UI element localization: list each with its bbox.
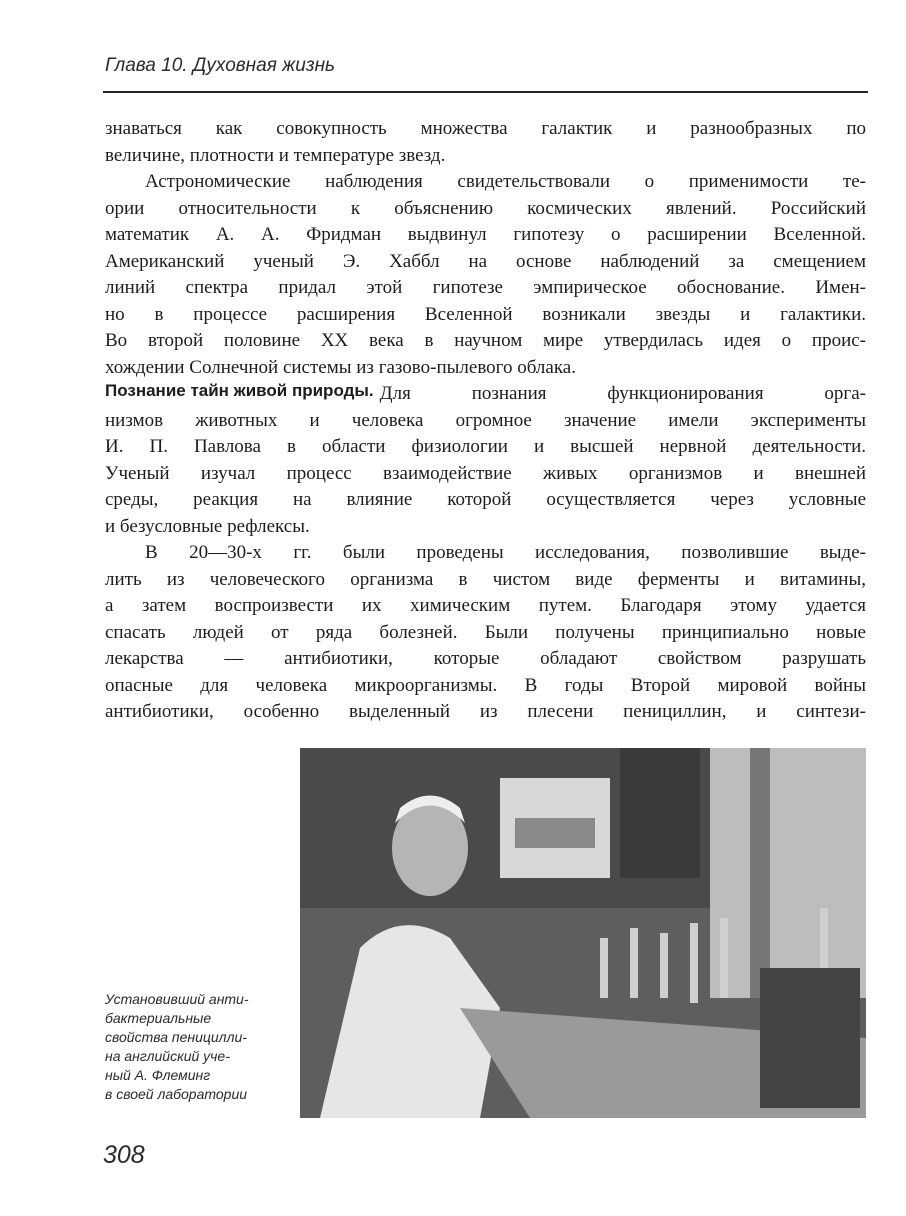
text-line: Астрономические наблюдения свидетельствовали о применимости те- xyxy=(145,171,866,192)
text-line: но в процессе расширения Вселенной возникали звезды и галактики. xyxy=(105,303,866,325)
text-line: хождении Солнечной системы из газово-пылевого облака. xyxy=(105,356,576,378)
figure-caption xyxy=(105,990,249,1104)
text-line: лить из человеческого организма в чистом виде ферменты и витамины, xyxy=(105,568,866,590)
text-line: низмов животных и человека огромное значение имели эксперименты xyxy=(105,409,866,431)
text-line: И. П. Павлова в области физиологии и высшей нервной деятельности. xyxy=(105,436,866,457)
header-rule xyxy=(103,91,868,93)
text-line: Ученый изучал процесс взаимодействие живых организмов и внешней xyxy=(105,462,866,484)
section-heading: Познание тайн живой природы. xyxy=(105,381,374,400)
page-number: 308 xyxy=(103,1141,145,1169)
text-line-rest: Для познания функционирования орга- xyxy=(379,383,866,404)
caption-line: свойства пеницилли- xyxy=(105,1029,247,1045)
chapter-header: Глава 10. Духовная жизнь xyxy=(105,55,336,76)
text-line: среды, реакция на влияние которой осуществляется через условные xyxy=(105,489,866,510)
text-line: антибиотики, особенно выделенный из плесени пенициллин, и синтези- xyxy=(105,701,866,722)
text-line: лекарства — антибиотики, которые обладают свойством разрушать xyxy=(105,648,866,669)
text-line: линий спектра придал этой гипотезе эмпирическое обоснование. Имен- xyxy=(105,277,866,298)
text-line: величине, плотности и температуре звезд. xyxy=(105,144,446,166)
caption-line: ный А. Флеминг xyxy=(105,1067,211,1083)
caption-line: Установивший анти- xyxy=(105,991,249,1007)
text-line: В 20—30-х гг. были проведены исследования, позволившие выде- xyxy=(145,542,866,563)
body-text xyxy=(105,116,866,726)
text-line: опасные для человека микроорганизмы. В годы Второй мировой войны xyxy=(105,674,866,696)
text-line: знаваться как совокупность множества галактик и разнообразных по xyxy=(105,118,866,139)
caption-line: в своей лаборатории xyxy=(105,1086,248,1102)
fleming-lab-photo xyxy=(300,748,866,1118)
text-line: математик А. А. Фридман выдвинул гипотезу о расширении Вселенной. xyxy=(105,224,866,245)
text-line: Во второй половине XX века в научном мире утвердилась идея о проис- xyxy=(105,330,866,351)
text-line: спасать людей от ряда болезней. Были получены принципиально новые xyxy=(105,621,866,643)
text-line: Американский ученый Э. Хаббл на основе наблюдений за смещением xyxy=(105,250,866,272)
text-line: ории относительности к объяснению космических явлений. Российский xyxy=(105,197,866,219)
caption-line: на английский уче- xyxy=(105,1048,230,1064)
text-line: а затем воспроизвести их химическим путем. Благодаря этому удается xyxy=(105,595,866,616)
text-line xyxy=(105,381,866,408)
caption-line: бактериальные xyxy=(105,1010,212,1026)
photo-illustration xyxy=(300,748,866,1118)
text-line: и безусловные рефлексы. xyxy=(105,515,310,537)
